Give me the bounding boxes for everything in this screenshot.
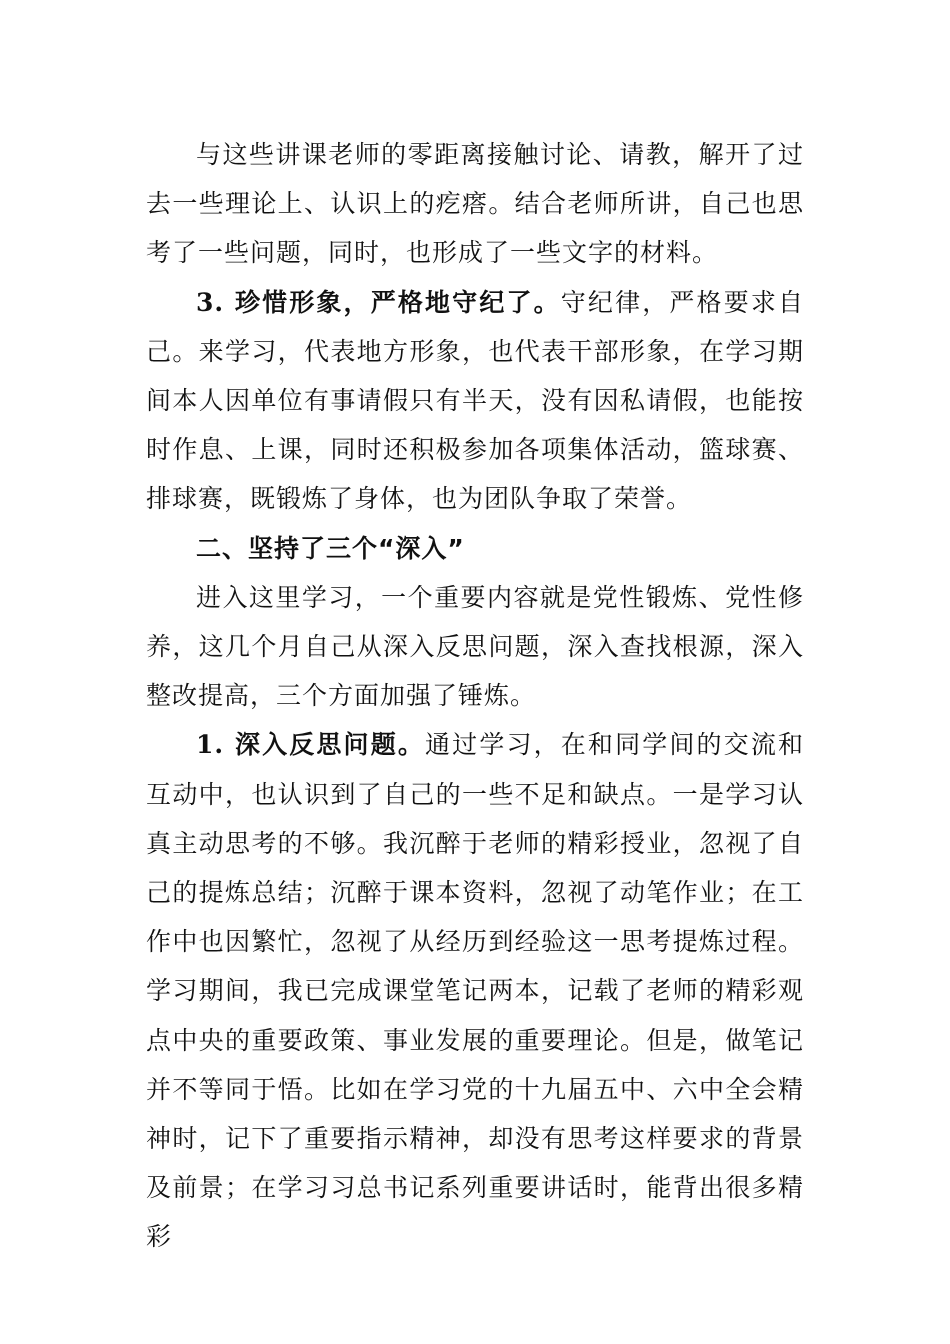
- paragraph-2-lead: 3. 珍惜形象，严格地守纪了。: [196, 287, 561, 317]
- paragraph-2-body: 守纪律，严格要求自己。来学习，代表地方形象，也代表干部形象，在学习期间本人因单位有事请假只有半天，没有因私请假，也能按时作息、上课，同时还积极参加各项集体活动，篮球赛、排球赛，既锻炼了身体，也为团队争取了荣誉。: [146, 287, 804, 514]
- paragraph-1: 与这些讲课老师的零距离接触讨论、请教，解开了过去一些理论上、认识上的疙瘩。结合老师所讲，自己也思考了一些问题，同时，也形成了一些文字的材料。: [146, 140, 804, 268]
- paragraph-3: 进入这里学习，一个重要内容就是党性锻炼、党性修养，这几个月自己从深入反思问题，深入查找根源，深入整改提高，三个方面加强了锤炼。: [146, 582, 804, 711]
- section-heading: 二、坚持了三个“深入”: [196, 533, 465, 563]
- document-body: [146, 130, 804, 1262]
- paragraph-4-body: 通过学习，在和同学间的交流和互动中，也认识到了自己的一些不足和缺点。一是学习认真主动思考的不够。我沉醉于老师的精彩授业，忽视了自己的提炼总结；沉醉于课本资料，忽视了动笔作业；在工作中也因繁忙，忽视了从经历到经验这一思考提炼过程。学习期间，我已完成课堂笔记两本，记载了老师的精彩观点中央的重要政策、事业发展的重要理论。但是，做笔记并不等同于悟。比如在学习党的十九届五中、六中全会精神时，记下了重要指示精神，却没有思考这样要求的背景及前景；在学习习总书记系列重要讲话时，能背出很多精彩: [146, 730, 804, 1252]
- paragraph-2: [146, 278, 804, 524]
- paragraph-4: [146, 720, 804, 1261]
- paragraph-4-lead: 1. 深入反思问题。: [196, 730, 426, 760]
